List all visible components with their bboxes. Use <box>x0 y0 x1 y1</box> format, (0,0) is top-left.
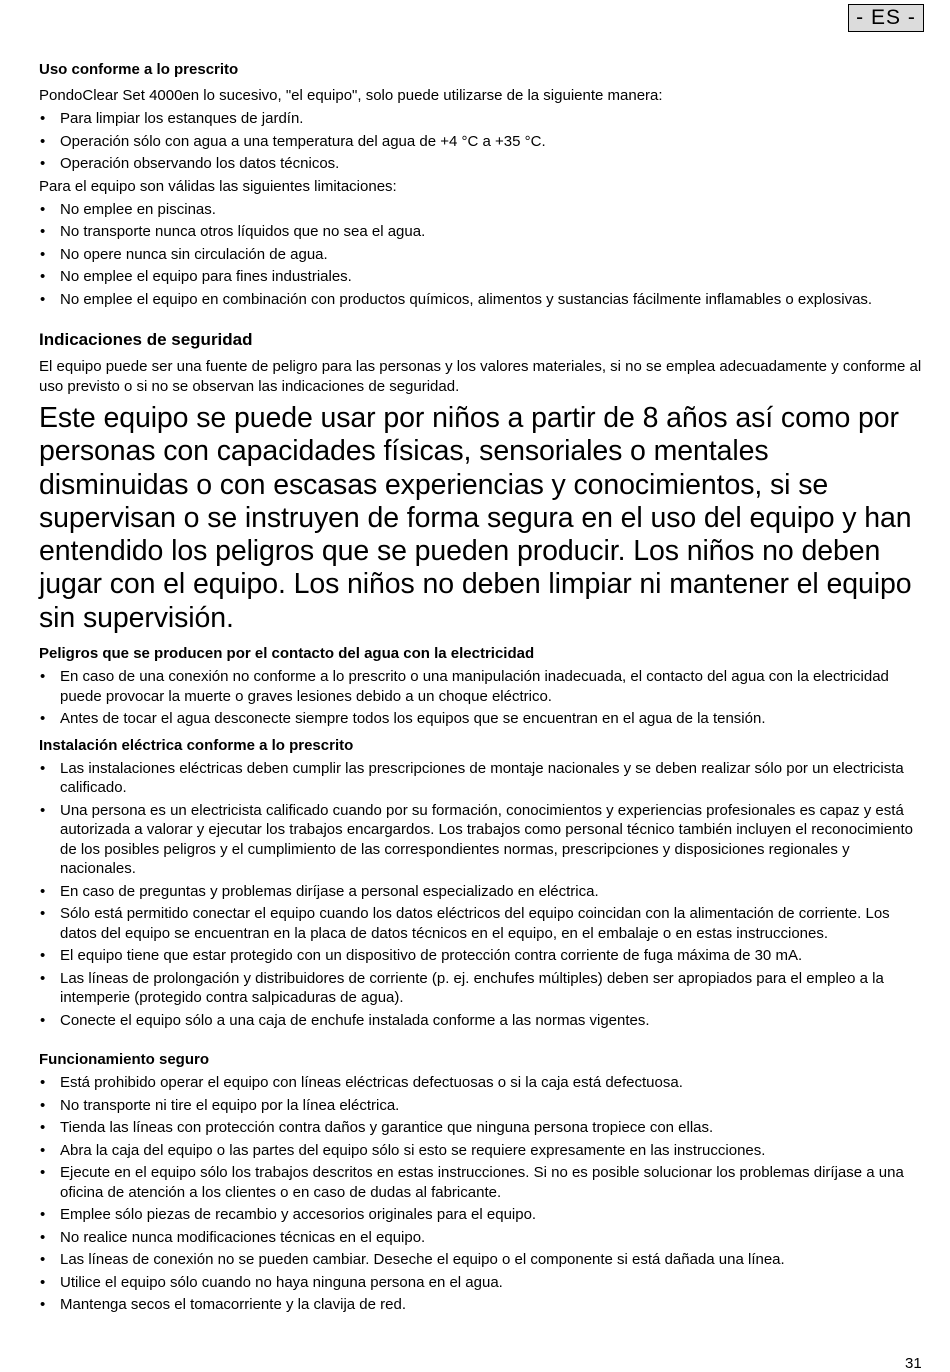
heading-safe-operation: Funcionamiento seguro <box>39 1051 210 1069</box>
list-item: • No emplee el equipo para fines industriales. <box>40 268 352 285</box>
list-item: • Tienda las líneas con protección contra daños y garantice que ninguna persona tropiece con ellas. <box>40 1119 714 1137</box>
list-item: • Operación sólo con agua a una temperatura del agua de +4 °C a +35 °C. <box>40 132 546 150</box>
list-item: • Antes de tocar el agua desconecte siempre todos los equipos que se encuentran en el agua de la tensión. <box>40 710 766 728</box>
heading-installation: Instalación eléctrica conforme a lo prescrito <box>39 736 354 754</box>
list-item: • Mantenga secos el tomacorriente y la clavija de red. <box>40 1296 407 1314</box>
list-item: • Operación observando los datos técnicos. <box>40 155 340 172</box>
list-item: • No opere nunca sin circulación de agua. <box>40 245 328 263</box>
intended-use-intro: PondoClear Set 4000en lo sucesivo, "el equipo", solo puede utilizarse de la siguiente manera: <box>39 87 663 104</box>
safety-intro: El equipo puede ser una fuente de peligro para las personas y los valores materiales, si no se emplea adecuadamente y conforme al uso previsto o si no se observan las indicaciones de seguridad. <box>39 358 922 395</box>
page-content <box>39 58 925 1315</box>
list-item: • El equipo tiene que estar protegido con un dispositivo de protección contra corriente de fuga máxima de 30 mA. <box>40 947 803 965</box>
heading-water-electricity: Peligros que se producen por el contacto del agua con la electricidad <box>39 645 535 663</box>
list-item: • Las instalaciones eléctricas deben cumplir las prescripciones de montaje nacionales y se deben realizar sólo por un electricista calificado. <box>40 759 904 797</box>
language-tag: - ES - <box>848 4 924 32</box>
list-item: • No transporte nunca otros líquidos que no sea el agua. <box>40 223 426 240</box>
list-item: • No emplee el equipo en combinación con productos químicos, alimentos y sustancias fácilmente inflamables o explosivas. <box>40 290 873 308</box>
heading-safety: Indicaciones de seguridad <box>39 330 253 349</box>
installation-list <box>39 759 925 1031</box>
list-item: • Para limpiar los estanques de jardín. <box>40 110 304 127</box>
limits-list <box>39 200 925 310</box>
list-item: • Las líneas de conexión no se pueden cambiar. Deseche el equipo o el componente si está dañada una línea. <box>40 1251 785 1269</box>
limits-intro: Para el equipo son válidas las siguientes limitaciones: <box>39 177 397 195</box>
list-item: • Está prohibido operar el equipo con líneas eléctricas defectuosas o si la caja está defectuosa. <box>40 1074 683 1092</box>
list-item: • Conecte el equipo sólo a una caja de enchufe instalada conforme a las normas vigentes. <box>40 1011 650 1029</box>
list-item: • Ejecute en el equipo sólo los trabajos descritos en estas instrucciones. Si no es posible solucionar los problemas diríjase a una oficina de atención a los clientes o en caso de dudas al fabricante. <box>40 1164 904 1201</box>
list-item: • Emplee sólo piezas de recambio y accesorios originales para el equipo. <box>40 1206 537 1224</box>
list-item: • No emplee en piscinas. <box>40 200 216 218</box>
children-notice: Este equipo se puede usar por niños a partir de 8 años así como por personas con capacidades físicas, sensoriales o mentales disminuidas o con escasas experiencias y conocimientos, si se supervisan o se instruyen de forma segura en el uso del equipo y han entendido los peligros que se pueden producir. Los niños no deben jugar con el equipo. Los niños no deben limpiar ni mantener el equipo sin supervisión. <box>39 402 912 634</box>
list-item: • No transporte ni tire el equipo por la línea eléctrica. <box>40 1096 400 1114</box>
list-item: • No realice nunca modificaciones técnicas en el equipo. <box>40 1228 426 1246</box>
page-number: 31 <box>905 1355 922 1372</box>
list-item: • Una persona es un electricista calificado cuando por su formación, conocimientos y experiencias profesionales es capaz y está autorizada a valorar y ejecutar los trabajos encargardos. Los trabajos como personal técnico también incluyen el reconocimiento de los posibles peligros y el cumplimiento de las correspondientes normas, prescripciones y disposiciones regionales y nacionales. <box>40 801 913 878</box>
list-item: • Sólo está permitido conectar el equipo cuando los datos eléctricos del equipo coincidan con la alimentación de corriente. Los datos del equipo se encuentran en la placa de datos técnicos en el equipo, en el embalaje o en estas instrucciones. <box>40 905 890 942</box>
list-item: • En caso de preguntas y problemas diríjase a personal especializado en eléctrica. <box>40 882 599 900</box>
list-item: • En caso de una conexión no conforme a lo prescrito o una manipulación inadecuada, el contacto del agua con la electricidad puede provocar la muerte o graves lesiones debido a un choque eléctrico. <box>40 668 889 705</box>
list-item: • Utilice el equipo sólo cuando no haya ninguna persona en el agua. <box>40 1273 503 1291</box>
water-electricity-list <box>39 667 925 729</box>
list-item: • Abra la caja del equipo o las partes del equipo sólo si esto se requiere expresamente en las instrucciones. <box>40 1141 766 1159</box>
heading-intended-use: Uso conforme a lo prescrito <box>39 61 239 78</box>
list-item: • Las líneas de prolongación y distribuidores de corriente (p. ej. enchufes múltiples) deben ser apropiados para el empleo a la intemperie (protegido contra salpicaduras de agua). <box>40 969 884 1007</box>
allowed-uses-list <box>39 109 925 174</box>
safe-operation-list <box>39 1073 925 1315</box>
